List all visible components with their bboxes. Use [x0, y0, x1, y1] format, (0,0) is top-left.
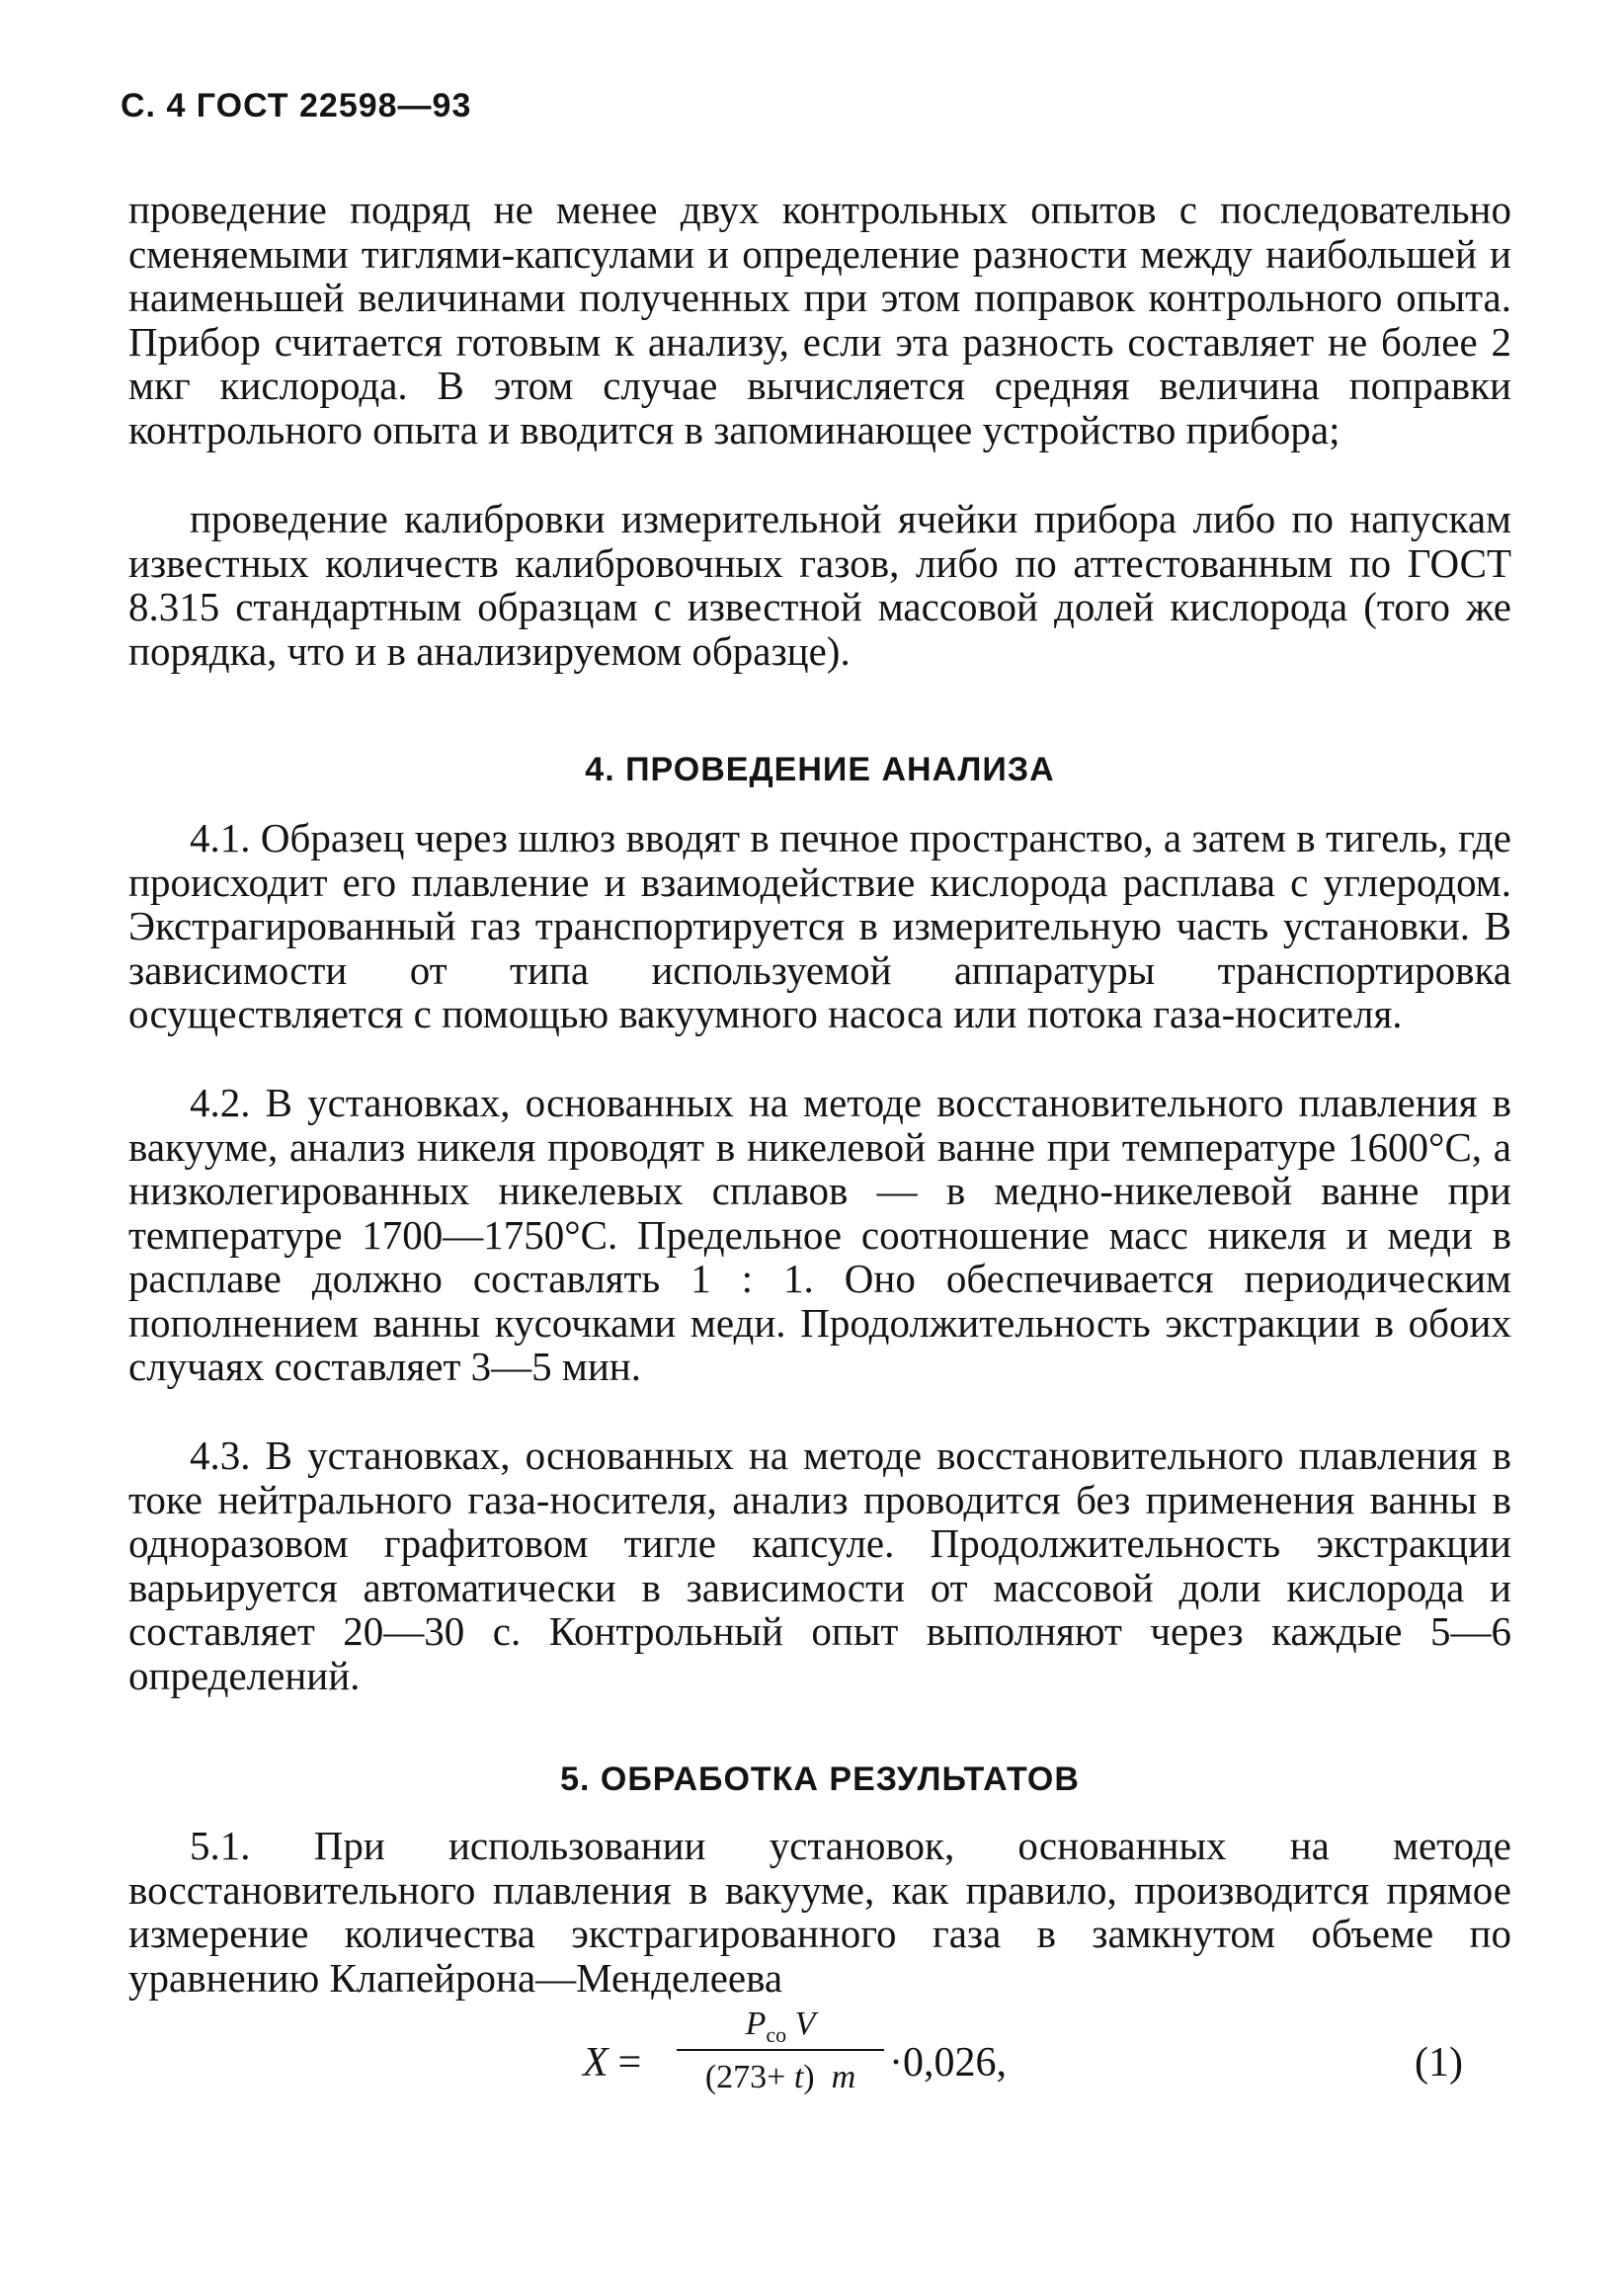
paragraph-4-1: 4.1. Образец через шлюз вводят в печное пространство, а затем в тигель, где происходит его плавление и взаимодействие кислорода расплава с углеродом. Экстрагированный газ транспортируется в измерительную часть установки. В зависимости от типа используемой аппаратуры транспортировка осуществляется с помощью вакуумного насоса или потока газа-носителя.: [128, 815, 1511, 1036]
paragraph-blank-tests: проведение подряд не менее двух контрольных опытов с последовательно сменяемыми тиглями-капсулами и определение разности между наибольшей и наименьшей величинами полученных при этом поправок контрольного опыта. Прибор считается готовым к анализу, если эта разность составляет не более 2 мкг кислорода. В этом случае вычисляется средняя величина поправки контрольного опыта и вводится в запоминающее устройство прибора;: [128, 187, 1511, 452]
section-heading-results: 5. ОБРАБОТКА РЕЗУЛЬТАТОВ: [560, 1760, 1080, 1798]
paragraph-calibration: проведение калибровки измерительной ячейки прибора либо по напускам известных количеств калибровочных газов, либо по аттестованным по ГОСТ 8.315 стандартным образцам с известной массовой долей кислорода (того же порядка, что и в анализируемом образце).: [128, 496, 1511, 674]
paragraph-4-2: 4.2. В установках, основанных на методе восстановительного плавления в вакууме, анализ никеля проводят в никелевой ванне при температуре 1600°С, а низколегированных никелевых сплавов — в медно-никелевой ванне при температуре 1700—1750°С. Предельное соотношение масс никеля и меди в расплаве должно составлять 1 : 1. Оно обеспечивается периодическим пополнением ванны кусочками меди. Продолжительность экстракции в обоих случаях составляет 3—5 мин.: [128, 1080, 1511, 1389]
page-header: С. 4 ГОСТ 22598—93: [121, 87, 472, 124]
formula-denominator: (273+ t) m: [704, 2059, 856, 2095]
formula-numerator: $P_{co}$ V: [745, 2006, 816, 2047]
formula-lhs: X =: [583, 2040, 642, 2086]
paragraph-4-3: 4.3. В установках, основанных на методе восстановительного плавления в токе нейтрального газа-носителя, анализ проводится без применения ванны в одноразовом графитовом тигле капсуле. Продолжительность экстракции варьируется автоматически в зависимости от массовой доли кислорода и составляет 20—30 с. Контрольный опыт выполняют через каждые 5—6 определений.: [128, 1432, 1511, 1698]
equation-number: (1): [1415, 2040, 1463, 2086]
formula-tail: ·0,026,: [889, 2040, 1007, 2086]
formula-fraction: [677, 2002, 884, 2100]
equation-1: [553, 2002, 1541, 2120]
paragraph-5-1: 5.1. При использовании установок, основанных на методе восстановительного плавления в вакууме, как правило, производится прямое измерение количества экстрагированного газа в замкнутом объеме по уравнению Клапейрона—Менделеева: [128, 1823, 1511, 2001]
fraction-bar: [677, 2049, 884, 2051]
section-heading-analysis: 4. ПРОВЕДЕНИЕ АНАЛИЗА: [585, 751, 1055, 788]
